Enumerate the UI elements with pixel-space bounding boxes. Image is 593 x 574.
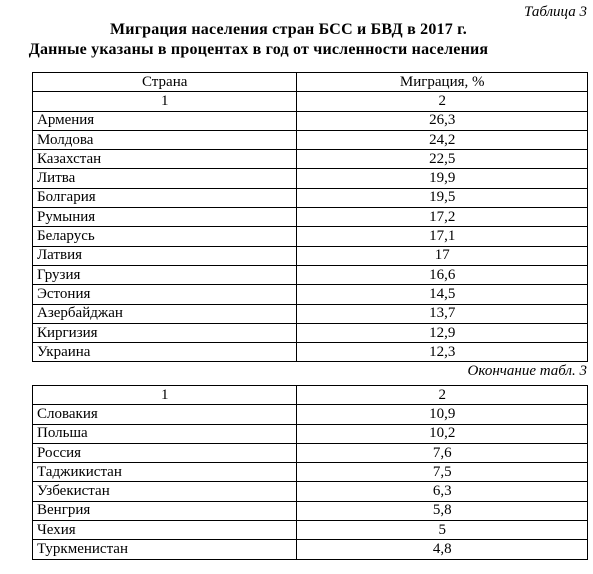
table-row	[33, 323, 588, 342]
table-row	[33, 188, 588, 207]
column-number-1: 1	[33, 92, 297, 111]
country-cell: Таджикистан	[33, 463, 297, 482]
table-row	[33, 443, 588, 462]
migration-value-cell: 22,5	[297, 150, 588, 169]
country-cell: Румыния	[33, 208, 297, 227]
column-number-2: 2	[297, 386, 588, 405]
migration-value-cell: 17	[297, 246, 588, 265]
table-row	[33, 304, 588, 323]
table-row	[33, 540, 588, 559]
document-subtitle: Данные указаны в процентах в год от численности населения	[28, 41, 489, 58]
country-cell: Россия	[33, 443, 297, 462]
country-cell: Чехия	[33, 521, 297, 540]
column-number-2: 2	[297, 92, 588, 111]
migration-value-cell: 26,3	[297, 111, 588, 130]
table-row	[33, 208, 588, 227]
table-header-row	[33, 73, 588, 92]
migration-value-cell: 17,1	[297, 227, 588, 246]
country-cell: Польша	[33, 424, 297, 443]
table-row	[33, 111, 588, 130]
table-row	[33, 424, 588, 443]
table-row	[33, 463, 588, 482]
migration-table-part1	[32, 72, 588, 362]
migration-value-cell: 6,3	[297, 482, 588, 501]
migration-value-cell: 16,6	[297, 265, 588, 284]
migration-value-cell: 19,9	[297, 169, 588, 188]
table-continuation-caption: Окончание табл. 3	[467, 363, 587, 379]
migration-value-cell: 4,8	[297, 540, 588, 559]
migration-value-cell: 12,3	[297, 343, 588, 362]
table-body	[33, 111, 588, 362]
table-body	[33, 405, 588, 559]
table-row	[33, 227, 588, 246]
country-cell: Латвия	[33, 246, 297, 265]
table-row	[33, 246, 588, 265]
table-row	[33, 169, 588, 188]
country-cell: Туркменистан	[33, 540, 297, 559]
country-cell: Азербайджан	[33, 304, 297, 323]
migration-value-cell: 17,2	[297, 208, 588, 227]
migration-value-cell: 10,2	[297, 424, 588, 443]
migration-value-cell: 12,9	[297, 323, 588, 342]
table-row	[33, 130, 588, 149]
country-cell: Казахстан	[33, 150, 297, 169]
migration-table-part2	[32, 385, 588, 560]
column-number-1: 1	[33, 386, 297, 405]
table-row	[33, 285, 588, 304]
migration-value-cell: 13,7	[297, 304, 588, 323]
country-cell: Эстония	[33, 285, 297, 304]
country-cell: Киргизия	[33, 323, 297, 342]
table-row	[33, 405, 588, 424]
table-row	[33, 265, 588, 284]
column-number-row	[33, 92, 588, 111]
country-cell: Молдова	[33, 130, 297, 149]
migration-value-cell: 24,2	[297, 130, 588, 149]
country-cell: Армения	[33, 111, 297, 130]
column-header-migration: Миграция, %	[297, 73, 588, 92]
country-cell: Узбекистан	[33, 482, 297, 501]
table-row	[33, 150, 588, 169]
country-cell: Литва	[33, 169, 297, 188]
migration-value-cell: 10,9	[297, 405, 588, 424]
table-row	[33, 482, 588, 501]
column-header-country: Страна	[33, 73, 297, 92]
country-cell: Словакия	[33, 405, 297, 424]
column-number-row	[33, 386, 588, 405]
migration-value-cell: 7,5	[297, 463, 588, 482]
migration-value-cell: 19,5	[297, 188, 588, 207]
table-row	[33, 501, 588, 520]
migration-value-cell: 5	[297, 521, 588, 540]
migration-value-cell: 14,5	[297, 285, 588, 304]
country-cell: Украина	[33, 343, 297, 362]
country-cell: Венгрия	[33, 501, 297, 520]
table-caption: Таблица 3	[524, 4, 587, 20]
migration-value-cell: 7,6	[297, 443, 588, 462]
table-row	[33, 521, 588, 540]
country-cell: Грузия	[33, 265, 297, 284]
country-cell: Болгария	[33, 188, 297, 207]
migration-value-cell: 5,8	[297, 501, 588, 520]
table-row	[33, 343, 588, 362]
document-title: Миграция населения стран БСС и БВД в 2017 г.	[110, 21, 467, 38]
country-cell: Беларусь	[33, 227, 297, 246]
